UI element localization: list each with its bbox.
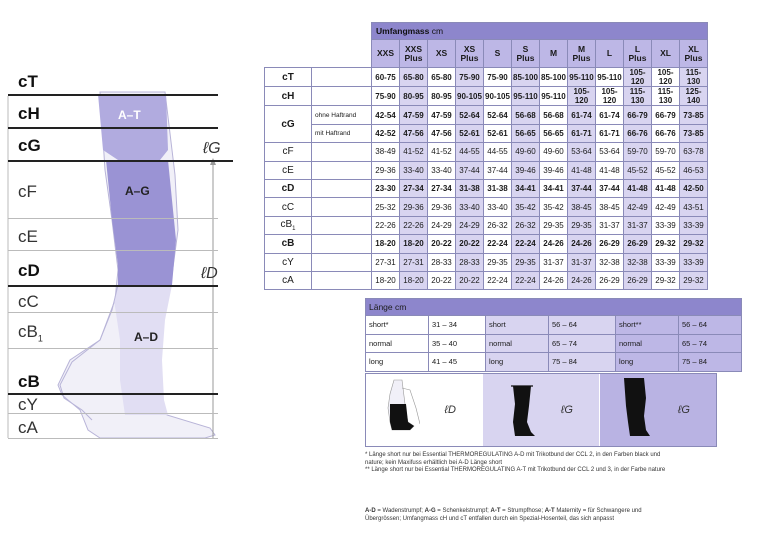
row-label <box>265 271 312 289</box>
table-cell: 61-71 <box>596 124 624 142</box>
row-label <box>265 216 312 234</box>
table-cell: 24-26 <box>568 235 596 253</box>
table-cell: 56-65 <box>540 124 568 142</box>
table-cell: 80-95 <box>400 87 428 106</box>
size-variant: Plus <box>684 52 703 63</box>
row-sublabel <box>312 68 372 87</box>
row-label-text: cD <box>281 183 295 195</box>
size-name: M <box>549 48 558 59</box>
row-sublabel <box>312 216 372 234</box>
table-cell: 95-110 <box>540 87 568 106</box>
length-cell: long <box>616 353 679 372</box>
row-label-text: cH <box>281 90 295 102</box>
table-cell: 26-29 <box>624 271 652 289</box>
table-cell: 66-76 <box>624 124 652 142</box>
length-cell: 31 – 34 <box>429 316 486 335</box>
table-cell: 18-20 <box>400 271 428 289</box>
table-cell: 27-34 <box>400 179 428 197</box>
length-title: Länge cm <box>366 299 742 316</box>
table-cell: 85-100 <box>512 68 540 87</box>
size-header <box>680 40 708 68</box>
table-cell: 27-31 <box>372 253 400 271</box>
length-cell: short <box>486 316 549 335</box>
row-label <box>265 253 312 271</box>
level-line-cB <box>8 393 218 395</box>
table-cell: 65-80 <box>428 68 456 87</box>
table-cell: 35-42 <box>540 198 568 216</box>
size-header <box>400 40 428 68</box>
table-cell: 29-32 <box>680 271 708 289</box>
size-variant: Plus <box>460 52 479 63</box>
length-cell: 65 – 74 <box>549 334 616 353</box>
footnotes <box>365 452 715 475</box>
table-cell: 26-29 <box>596 235 624 253</box>
size-header <box>456 40 484 68</box>
length-cell: normal <box>366 334 429 353</box>
table-row <box>265 161 708 179</box>
length-image-at <box>600 374 716 446</box>
level-line-cE <box>8 250 218 251</box>
size-header <box>596 40 624 68</box>
row-label: cG <box>265 106 312 143</box>
table-cell: 22-26 <box>400 216 428 234</box>
table-cell: 22-24 <box>512 235 540 253</box>
length-label-lD: ℓD <box>201 265 218 282</box>
table-cell: 52-64 <box>484 106 512 124</box>
table-cell: 65-80 <box>400 68 428 87</box>
legend-line-2: Übergrössen; Umfangmass cH und cT entfallen durch ein Spezial-Hosenteil, das sich anpasst <box>365 515 615 522</box>
tights-icon <box>618 376 658 442</box>
table-row <box>265 198 708 216</box>
table-cell: 66-76 <box>652 124 680 142</box>
level-line-cH <box>8 127 218 129</box>
size-header <box>568 40 596 68</box>
size-header <box>624 40 652 68</box>
table-cell: 33-40 <box>400 161 428 179</box>
table-cell: 27-34 <box>428 179 456 197</box>
row-label-text: cB <box>280 218 293 230</box>
table-cell: 37-44 <box>456 161 484 179</box>
table-cell: 34-41 <box>540 179 568 197</box>
table-cell: 34-41 <box>512 179 540 197</box>
length-table <box>365 298 742 372</box>
table-cell: 41-48 <box>568 161 596 179</box>
table-cell: 52-64 <box>456 106 484 124</box>
row-label <box>265 179 312 197</box>
table-cell: 18-20 <box>372 235 400 253</box>
table-cell: 44-55 <box>456 143 484 161</box>
table-cell: 52-61 <box>456 124 484 142</box>
table-cell: 44-55 <box>484 143 512 161</box>
length-cell: long <box>366 353 429 372</box>
table-cell: 25-32 <box>372 198 400 216</box>
size-name: S <box>494 48 501 59</box>
size-name: M <box>577 43 586 54</box>
table-cell: 37-44 <box>568 179 596 197</box>
table-cell: 32-38 <box>624 253 652 271</box>
level-label-cG: cG <box>18 136 41 155</box>
row-label <box>265 87 312 106</box>
length-cell: 65 – 74 <box>679 334 742 353</box>
level-label-cY: cY <box>18 395 38 414</box>
level-line-cC <box>8 312 218 313</box>
length-image-ad-label: ℓD <box>444 404 456 416</box>
table-cell: 61-74 <box>568 106 596 124</box>
table-cell: 43-51 <box>680 198 708 216</box>
table-cell: 26-29 <box>624 235 652 253</box>
table-cell: 24-26 <box>540 235 568 253</box>
size-name: S <box>522 43 529 54</box>
row-sublabel: mit Haftrand <box>312 124 372 142</box>
table-cell: 22-24 <box>484 271 512 289</box>
table-cell: 33-40 <box>428 161 456 179</box>
length-cell: 56 – 64 <box>549 316 616 335</box>
level-line-cA <box>8 438 218 439</box>
table-cell: 37-44 <box>596 179 624 197</box>
table-cell: 38-45 <box>596 198 624 216</box>
table-row <box>265 124 708 142</box>
length-cell: 56 – 64 <box>679 316 742 335</box>
table-cell: 49-60 <box>512 143 540 161</box>
level-label-cF: cF <box>18 182 37 201</box>
level-line-cF <box>8 218 218 219</box>
table-cell: 31-37 <box>568 253 596 271</box>
level-line-cT <box>8 94 218 96</box>
zone-label-ad: A–D <box>134 330 159 344</box>
table-cell: 85-100 <box>540 68 568 87</box>
table-cell: 125-140 <box>680 87 708 106</box>
row-label <box>265 161 312 179</box>
length-image-ag-label: ℓG <box>560 404 573 416</box>
table-cell: 29-36 <box>372 161 400 179</box>
row-label-text: cE <box>282 164 294 176</box>
table-row <box>265 253 708 271</box>
row-sublabel <box>312 143 372 161</box>
row-label-text: cA <box>282 275 294 287</box>
table-cell: 20-22 <box>428 235 456 253</box>
size-name: XS <box>435 48 448 59</box>
level-label-cE: cE <box>18 227 38 246</box>
size-name: XL <box>660 48 671 59</box>
table-cell: 24-29 <box>456 216 484 234</box>
size-variant: Plus <box>628 52 647 63</box>
table-cell: 42-49 <box>652 198 680 216</box>
row-label <box>265 143 312 161</box>
level-label-cB1-text: cB <box>18 322 38 341</box>
table-cell: 41-48 <box>652 179 680 197</box>
table-cell: 29-36 <box>428 198 456 216</box>
row-label-text: cY <box>282 256 294 268</box>
size-header <box>512 40 540 68</box>
level-label-cB1 <box>18 322 43 343</box>
table-cell: 42-49 <box>624 198 652 216</box>
length-cell: 75 – 84 <box>679 353 742 372</box>
table-cell: 29-32 <box>652 271 680 289</box>
table-cell: 63-78 <box>680 143 708 161</box>
table-cell: 56-65 <box>512 124 540 142</box>
table-cell: 35-42 <box>512 198 540 216</box>
table-cell: 24-29 <box>428 216 456 234</box>
row-label-text: cT <box>282 71 294 83</box>
size-name: XXS <box>376 48 394 59</box>
row-sublabel <box>312 161 372 179</box>
length-cell: normal <box>616 334 679 353</box>
table-cell: 46-53 <box>680 161 708 179</box>
table-cell: 24-26 <box>540 271 568 289</box>
table-cell: 33-40 <box>456 198 484 216</box>
table-cell: 66-79 <box>652 106 680 124</box>
table-cell: 29-35 <box>540 216 568 234</box>
circumference-title: Umfangmass cm <box>372 23 708 40</box>
size-name: L <box>606 48 613 59</box>
table-cell: 75-90 <box>484 68 512 87</box>
table-cell: 47-56 <box>428 124 456 142</box>
size-variant: Plus <box>572 52 591 63</box>
footnote-1b: nature; kein Maxifuss erhältlich bei A-D Länge short <box>365 459 503 466</box>
table-cell: 28-33 <box>428 253 456 271</box>
table-row <box>265 235 708 253</box>
table-cell: 39-46 <box>540 161 568 179</box>
level-line-cB1 <box>8 348 218 349</box>
table-cell: 105-120 <box>624 68 652 87</box>
length-image-at-label: ℓG <box>677 404 690 416</box>
table-cell: 53-64 <box>568 143 596 161</box>
table-cell: 53-64 <box>596 143 624 161</box>
calf-stocking-icon <box>380 378 420 440</box>
table-cell: 31-38 <box>456 179 484 197</box>
legend-note <box>365 508 725 523</box>
legend-line-1: A-D = Wadenstrumpf; A-G = Schenkelstrumpf; A-T = Strumpfhose; A-T Maternity = für Schwangere und <box>365 508 642 514</box>
length-cell: short** <box>616 316 679 335</box>
table-row <box>265 143 708 161</box>
table-cell: 22-24 <box>512 271 540 289</box>
table-cell: 47-59 <box>428 106 456 124</box>
size-name: XXS <box>404 43 422 54</box>
length-cell: 35 – 40 <box>429 334 486 353</box>
table-cell: 26-32 <box>484 216 512 234</box>
row-label-text: cF <box>282 146 294 158</box>
row-label <box>265 235 312 253</box>
length-cell: normal <box>486 334 549 353</box>
table-row <box>265 68 708 87</box>
table-cell: 27-31 <box>400 253 428 271</box>
table-cell: 41-52 <box>428 143 456 161</box>
size-header <box>652 40 680 68</box>
table-cell: 28-33 <box>456 253 484 271</box>
level-label-cC: cC <box>18 292 39 311</box>
table-cell: 38-45 <box>568 198 596 216</box>
table-row <box>265 271 708 289</box>
level-line-cY <box>8 413 218 414</box>
row-sublabel <box>312 253 372 271</box>
length-image-ag <box>483 374 599 446</box>
level-label-cD: cD <box>18 261 40 280</box>
table-cell: 73-85 <box>680 106 708 124</box>
table-cell: 29-35 <box>568 216 596 234</box>
table-cell: 45-52 <box>624 161 652 179</box>
row-sublabel <box>312 198 372 216</box>
table-cell: 26-29 <box>596 271 624 289</box>
table-row <box>265 179 708 197</box>
table-cell: 115-130 <box>652 87 680 106</box>
table-cell: 105-120 <box>596 87 624 106</box>
table-cell: 75-90 <box>456 68 484 87</box>
level-label-cA: cA <box>18 418 38 437</box>
table-cell: 31-37 <box>540 253 568 271</box>
table-cell: 95-110 <box>568 68 596 87</box>
table-cell: 95-110 <box>596 68 624 87</box>
row-label-text: cB <box>281 238 295 250</box>
table-cell: 61-71 <box>568 124 596 142</box>
footnote-1: * Länge short nur bei Essential THERMOREGULATING A-D mit Trikotbund der CCL 2, in den Farben black und <box>365 452 661 458</box>
table-cell: 33-40 <box>484 198 512 216</box>
size-header <box>372 40 400 68</box>
level-label-cH: cH <box>18 104 40 123</box>
size-header <box>428 40 456 68</box>
table-cell: 41-52 <box>400 143 428 161</box>
row-sublabel <box>312 179 372 197</box>
table-cell: 115-130 <box>624 87 652 106</box>
table-row <box>265 106 708 124</box>
table-cell: 29-35 <box>512 253 540 271</box>
size-variant: Plus <box>516 52 535 63</box>
row-label-sub: 1 <box>292 225 296 232</box>
table-cell: 66-79 <box>624 106 652 124</box>
table-cell: 56-68 <box>540 106 568 124</box>
table-cell: 75-90 <box>372 87 400 106</box>
table-cell: 73-85 <box>680 124 708 142</box>
table-cell: 37-44 <box>484 161 512 179</box>
length-row <box>366 353 742 372</box>
size-header <box>484 40 512 68</box>
table-cell: 41-48 <box>596 161 624 179</box>
row-sublabel: ohne Haftrand <box>312 106 372 124</box>
table-cell: 90-105 <box>484 87 512 106</box>
level-line-cG <box>8 160 233 162</box>
table-cell: 20-22 <box>456 271 484 289</box>
row-sublabel <box>312 271 372 289</box>
row-label <box>265 68 312 87</box>
table-cell: 42-50 <box>680 179 708 197</box>
table-cell: 29-32 <box>680 235 708 253</box>
table-cell: 24-26 <box>568 271 596 289</box>
table-cell: 115-130 <box>680 68 708 87</box>
length-images-row <box>365 373 717 447</box>
table-cell: 29-36 <box>400 198 428 216</box>
table-cell: 52-61 <box>484 124 512 142</box>
table-cell: 32-38 <box>596 253 624 271</box>
level-line-cD <box>8 285 218 287</box>
table-cell: 59-70 <box>624 143 652 161</box>
table-cell: 45-52 <box>652 161 680 179</box>
thigh-stocking-icon <box>505 382 545 442</box>
leg-diagram <box>0 0 260 537</box>
size-name: XS <box>463 43 476 54</box>
table-cell: 49-60 <box>540 143 568 161</box>
length-cell: long <box>486 353 549 372</box>
table-cell: 60-75 <box>372 68 400 87</box>
length-cell: 75 – 84 <box>549 353 616 372</box>
table-cell: 95-110 <box>512 87 540 106</box>
table-cell: 33-39 <box>680 216 708 234</box>
table-cell: 90-105 <box>456 87 484 106</box>
table-cell: 29-32 <box>652 235 680 253</box>
table-cell: 38-49 <box>372 143 400 161</box>
size-name: L <box>634 43 641 54</box>
size-header <box>540 40 568 68</box>
table-cell: 23-30 <box>372 179 400 197</box>
table-cell: 56-68 <box>512 106 540 124</box>
table-cell: 20-22 <box>428 271 456 289</box>
row-sublabel <box>312 87 372 106</box>
table-cell: 33-39 <box>680 253 708 271</box>
length-row <box>366 316 742 335</box>
table-cell: 33-39 <box>652 253 680 271</box>
table-cell: 31-37 <box>596 216 624 234</box>
size-variant: Plus <box>404 52 423 63</box>
circumference-table <box>264 22 708 290</box>
table-cell: 47-59 <box>400 106 428 124</box>
table-cell: 61-74 <box>596 106 624 124</box>
level-label-cT: cT <box>18 72 38 91</box>
table-cell: 20-22 <box>456 235 484 253</box>
length-cell: short* <box>366 316 429 335</box>
level-label-cB1-sub: 1 <box>37 333 43 344</box>
table-cell: 33-39 <box>652 216 680 234</box>
table-cell: 31-37 <box>624 216 652 234</box>
table-row <box>265 216 708 234</box>
table-cell: 41-48 <box>624 179 652 197</box>
table-cell: 18-20 <box>372 271 400 289</box>
table-cell: 26-32 <box>512 216 540 234</box>
length-row <box>366 334 742 353</box>
table-cell: 80-95 <box>428 87 456 106</box>
table-row <box>265 87 708 106</box>
table-cell: 22-26 <box>372 216 400 234</box>
table-cell: 22-24 <box>484 235 512 253</box>
level-label-cB: cB <box>18 372 40 391</box>
table-cell: 47-56 <box>400 124 428 142</box>
row-sublabel <box>312 235 372 253</box>
table-cell: 42-52 <box>372 124 400 142</box>
length-image-ad <box>366 374 482 446</box>
table-cell: 105-120 <box>568 87 596 106</box>
length-label-lG: ℓG <box>203 140 221 157</box>
table-cell: 29-35 <box>484 253 512 271</box>
table-cell: 42-54 <box>372 106 400 124</box>
table-cell: 18-20 <box>400 235 428 253</box>
table-cell: 31-38 <box>484 179 512 197</box>
row-label <box>265 198 312 216</box>
table-cell: 39-46 <box>512 161 540 179</box>
zone-label-ag: A–G <box>125 184 150 198</box>
length-cell: 41 – 45 <box>429 353 486 372</box>
size-name: XL <box>688 43 699 54</box>
table-cell: 105-120 <box>652 68 680 87</box>
zone-label-at: A–T <box>118 108 141 122</box>
table-cell: 59-70 <box>652 143 680 161</box>
footnote-2: ** Länge short nur bei Essential THERMOREGULATING A-T mit Trikotbund der CCL 2 und 3, in der Farbe nature <box>365 467 666 473</box>
row-label-text: cC <box>281 201 295 213</box>
